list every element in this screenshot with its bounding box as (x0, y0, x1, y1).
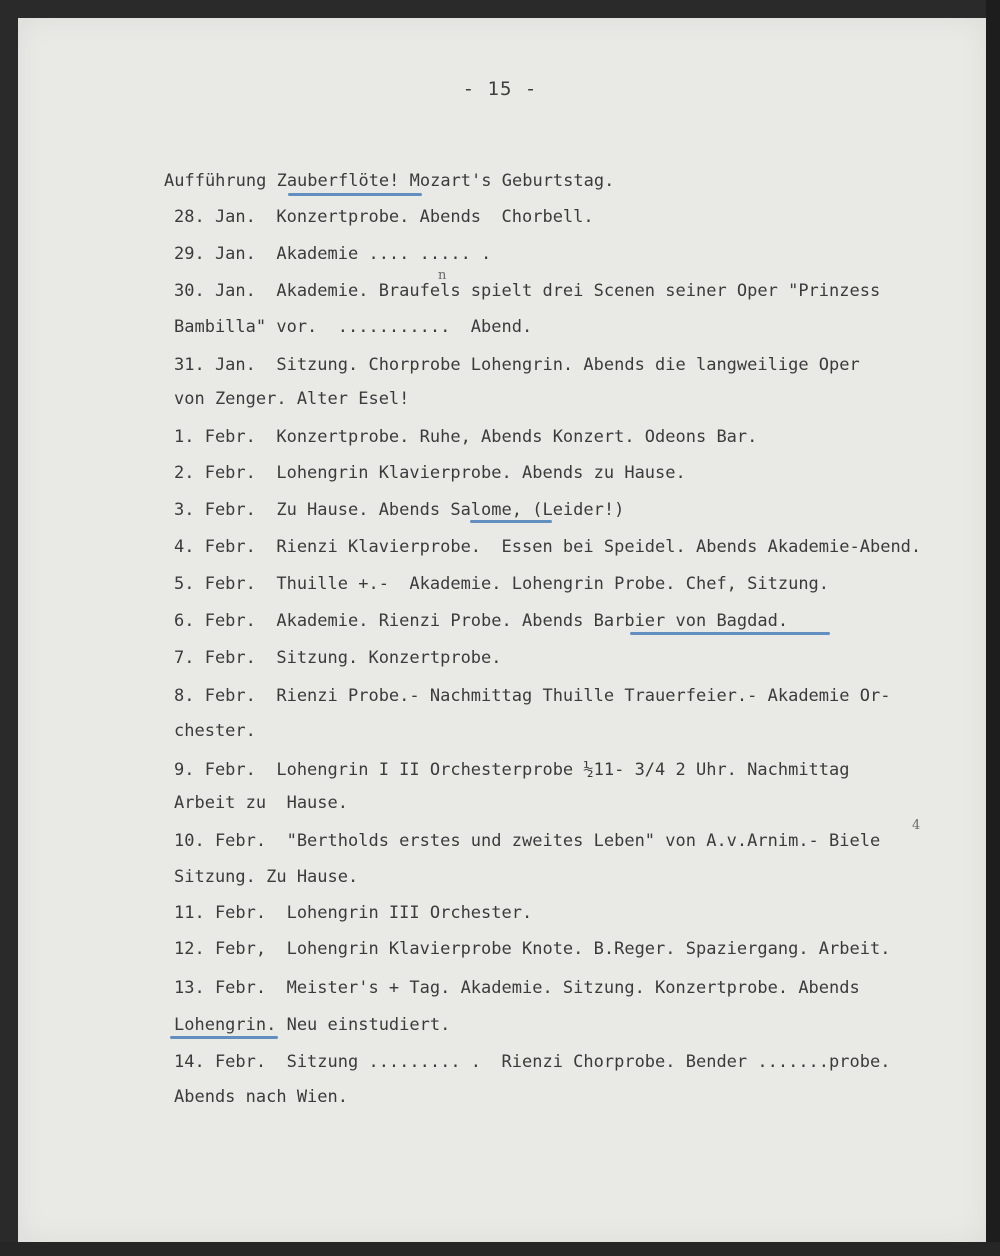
text-line: 5. Febr. Thuille +.- Akademie. Lohengrin Probe. Chef, Sitzung. (174, 574, 830, 594)
text-line: 6. Febr. Akademie. Rienzi Probe. Abends Barbier von Bagdad. (174, 611, 789, 631)
underline-lohengrin (170, 1036, 278, 1039)
text-line: 30. Jan. Akademie. Braufels spielt drei Scenen seiner Oper "Prinzess (174, 281, 881, 301)
text-line: 13. Febr. Meister's + Tag. Akademie. Sitzung. Konzertprobe. Abends (174, 978, 860, 998)
text-line: 2. Febr. Lohengrin Klavierprobe. Abends zu Hause. (174, 463, 686, 483)
text-line: chester. (174, 721, 256, 741)
text-line: Aufführung Zauberflöte! Mozart's Geburtstag. (164, 171, 615, 191)
pencil-correction-mark: n (438, 268, 447, 283)
text-line: Arbeit zu Hause. (174, 793, 348, 813)
scan-edge-bottom (0, 1242, 1000, 1256)
text-line: Bambilla" vor. ........... Abend. (174, 317, 533, 337)
text-line: 7. Febr. Sitzung. Konzertprobe. (174, 648, 502, 668)
text-line: 29. Jan. Akademie .... ..... . (174, 244, 492, 264)
underline-zauberfloete (288, 193, 422, 196)
pencil-correction-mark: 4 (912, 818, 921, 833)
underline-salome (470, 520, 552, 523)
text-line: 4. Febr. Rienzi Klavierprobe. Essen bei Speidel. Abends Akademie-Abend. (174, 537, 922, 557)
text-line: 12. Febr, Lohengrin Klavierprobe Knote. B.Reger. Spaziergang. Arbeit. (174, 939, 891, 959)
text-line: 14. Febr. Sitzung ......... . Rienzi Chorprobe. Bender .......probe. (174, 1052, 891, 1072)
text-line: 9. Febr. Lohengrin I II Orchesterprobe ½11- 3/4 2 Uhr. Nachmittag (174, 760, 850, 780)
text-line: 8. Febr. Rienzi Probe.- Nachmittag Thuille Trauerfeier.- Akademie Or- (174, 686, 891, 706)
text-line: 10. Febr. "Bertholds erstes und zweites Leben" von A.v.Arnim.- Biele (174, 831, 881, 851)
text-line: 11. Febr. Lohengrin III Orchester. (174, 903, 533, 923)
scan-edge-right (986, 0, 1000, 1256)
text-line: von Zenger. Alter Esel! (174, 389, 410, 409)
text-line: 28. Jan. Konzertprobe. Abends Chorbell. (174, 207, 594, 227)
underline-barbier (630, 632, 830, 635)
text-line: 31. Jan. Sitzung. Chorprobe Lohengrin. Abends die langweilige Oper (174, 355, 860, 375)
text-line: 3. Febr. Zu Hause. Abends Salome, (Leider!) (174, 500, 625, 520)
page-number: - 15 - (462, 78, 538, 100)
text-line: 1. Febr. Konzertprobe. Ruhe, Abends Konzert. Odeons Bar. (174, 427, 758, 447)
text-line: Abends nach Wien. (174, 1087, 348, 1107)
text-line: Sitzung. Zu Hause. (174, 867, 359, 887)
text-line: Lohengrin. Neu einstudiert. (174, 1015, 451, 1035)
